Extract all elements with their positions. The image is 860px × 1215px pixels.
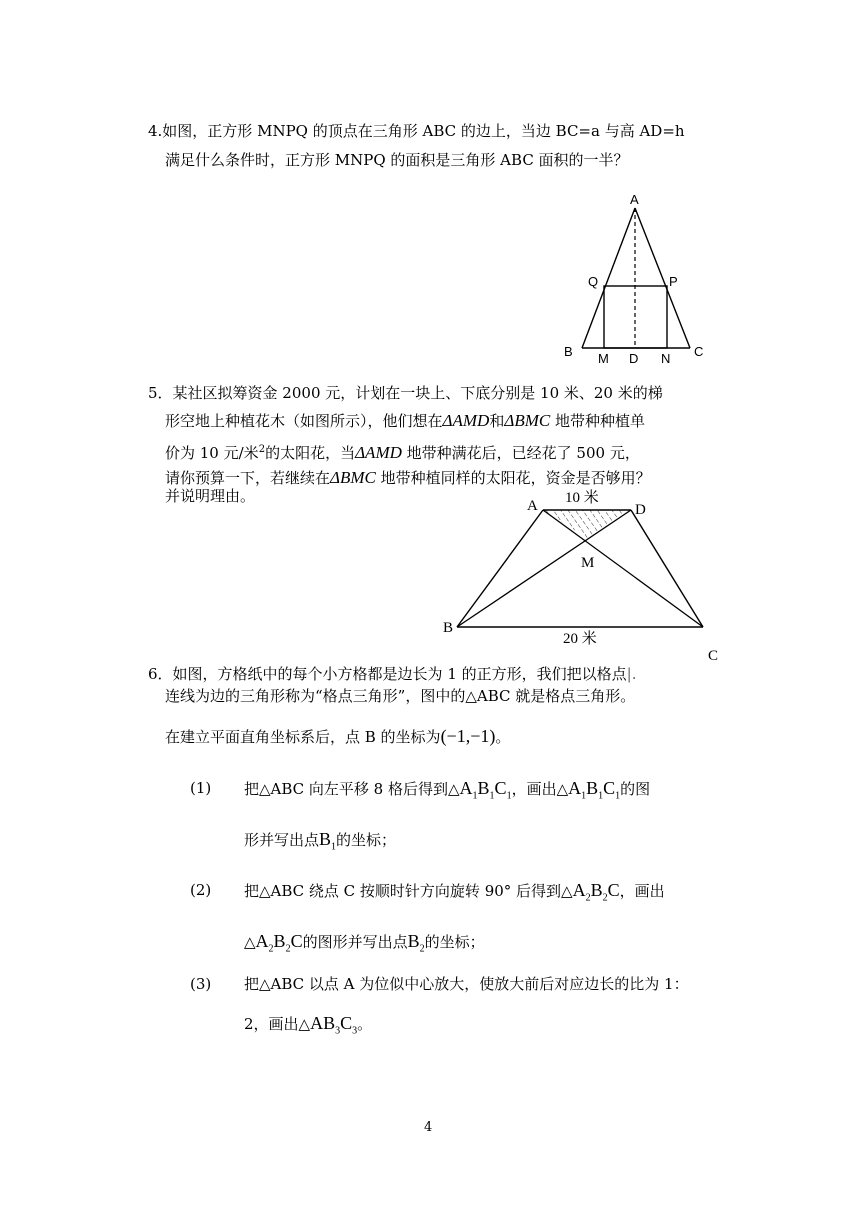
q6-item3-line2: 2，画出$\triangle AB_3C_3$。: [244, 1013, 373, 1037]
label-d: D: [629, 351, 639, 366]
q6-item2-line2: $\triangle A_2B_2C$的图形并写出点$B_2$的坐标；: [244, 931, 485, 955]
diag-ac: [543, 510, 703, 627]
diag-bd: [457, 510, 631, 627]
q6-item3-num: (3): [190, 975, 212, 993]
q5-line3: 价为 10 元/米$^2$的太阳花，当ΔAMD 地带种满花后，已经花了 500 元，: [165, 443, 640, 462]
q5-line4: 请你预算一下，若继续在ΔBMC 地带种植同样的太阳花，资金是否够用？: [165, 468, 651, 487]
label-top: 10 米: [565, 490, 599, 506]
label-n: N: [661, 351, 671, 366]
label-c: C: [694, 344, 704, 359]
label-m: M: [581, 555, 595, 571]
label-b: B: [564, 344, 573, 359]
label-d: D: [635, 502, 646, 518]
side-ac: [635, 208, 690, 348]
q4-line2: 满足什么条件时，正方形 MNPQ 的面积是三角形 ABC 面积的一半？: [165, 151, 629, 169]
q6-line1: 6．如图，方格纸中的每个小方格都是边长为 1 的正方形，我们把以格点|.: [148, 665, 637, 683]
label-c: C: [708, 648, 719, 664]
leg-ab: [457, 510, 543, 627]
q5-figure: [435, 488, 725, 668]
q6-line2: 连线为边的三角形称为“格点三角形”，图中的△ABC 就是格点三角形。: [165, 687, 636, 705]
label-m: M: [598, 351, 609, 366]
q6-item1-line2: 形并写出点$B_1$的坐标；: [244, 829, 397, 853]
region-amd: [543, 510, 631, 538]
q4-figure: [560, 188, 720, 368]
page-number: 4: [424, 1120, 433, 1135]
leg-dc: [631, 510, 703, 627]
tri-bmc: ΔBMC: [504, 411, 551, 430]
q6-item2-num: (2): [190, 881, 212, 899]
q6-item2-line1: 把△ABC 绕点 C 按顺时针方向旋转 90° 后得到$\triangle A_2B_2C$，画出: [244, 880, 665, 904]
label-bottom: 20 米: [563, 631, 597, 647]
label-b: B: [443, 620, 454, 636]
q6-line3: 在建立平面直角坐标系后，点 B 的坐标为(−1,−1)。: [165, 726, 511, 746]
label-a: A: [630, 192, 639, 207]
coord-b: (−1,−1): [440, 726, 496, 746]
label-a: A: [527, 498, 538, 514]
q6-item1-line1: 把△ABC 向左平移 8 格后得到$\triangle A_1B_1C_1$，画出$\triangle A_1B_1C_1$的图: [244, 778, 651, 802]
q6-item1-num: (1): [190, 779, 212, 797]
label-p: P: [669, 274, 678, 289]
q6-item3-line1: 把△ABC 以点 A 为位似中心放大，使放大前后对应边长的比为 1：: [244, 975, 689, 993]
tri-amd: ΔAMD: [442, 411, 490, 430]
q4-line1: 4.如图，正方形 MNPQ 的顶点在三角形 ABC 的边上，当边 BC=a 与高 AD=h: [148, 122, 685, 140]
label-q: Q: [588, 274, 599, 289]
q5-line1: 5．某社区拟筹资金 2000 元，计划在一块上、下底分别是 10 米、20 米的梯: [148, 384, 663, 402]
q5-line5: 并说明理由。: [165, 487, 256, 505]
q5-line2: 形空地上种植花木（如图所示），他们想在ΔAMD和ΔBMC 地带种种植单: [165, 411, 645, 430]
